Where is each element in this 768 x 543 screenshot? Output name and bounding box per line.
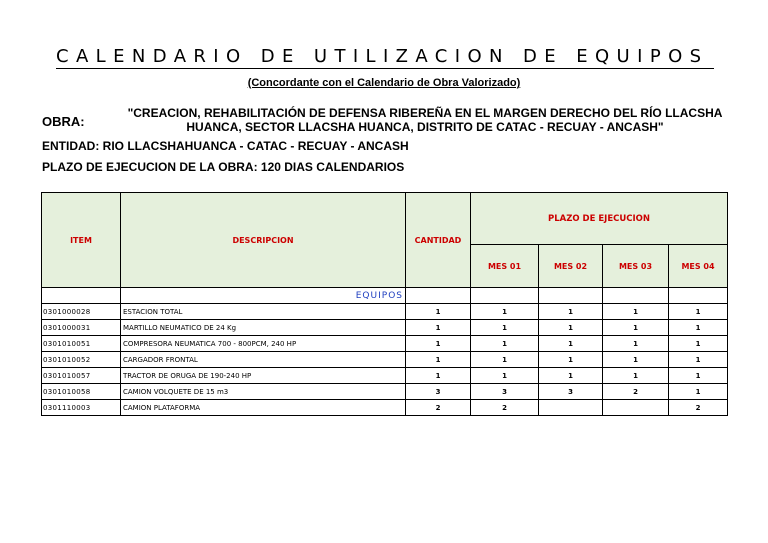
obra-line-1: "CREACION, REHABILITACIÓN DE DEFENSA RIBEREÑA EN EL MARGEN DERECHO DEL RÍO LLACSHA xyxy=(127,106,723,120)
item-description: ESTACION TOTAL xyxy=(121,304,406,320)
item-quantity: 1 xyxy=(406,320,471,336)
mes-03-value xyxy=(603,400,669,416)
item-description: CAMION VOLQUETE DE 15 m3 xyxy=(121,384,406,400)
header-mes-04: MES 04 xyxy=(669,245,728,288)
plazo-line: PLAZO DE EJECUCION DE LA OBRA: 120 DIAS CALENDARIOS xyxy=(42,160,405,174)
table-row xyxy=(42,304,728,320)
item-code: 0301010051 xyxy=(42,336,121,352)
item-quantity: 1 xyxy=(406,368,471,384)
item-code: 0301010057 xyxy=(42,368,121,384)
document-title: CALENDARIO DE UTILIZACION DE EQUIPOS xyxy=(56,46,714,69)
header-mes-02: MES 02 xyxy=(539,245,603,288)
table-row xyxy=(42,352,728,368)
mes-04-value: 2 xyxy=(669,400,728,416)
mes-02-value: 1 xyxy=(539,368,603,384)
mes-03-value: 1 xyxy=(603,320,669,336)
mes-02-value: 1 xyxy=(539,336,603,352)
header-mes-03: MES 03 xyxy=(603,245,669,288)
mes-01-value: 2 xyxy=(471,400,539,416)
item-quantity: 3 xyxy=(406,384,471,400)
mes-03-value: 1 xyxy=(603,368,669,384)
item-code: 0301000031 xyxy=(42,320,121,336)
obra-label: OBRA: xyxy=(42,114,85,129)
mes-01-value: 1 xyxy=(471,352,539,368)
item-quantity: 1 xyxy=(406,336,471,352)
item-code: 0301010052 xyxy=(42,352,121,368)
entidad-line: ENTIDAD: RIO LLACSHAHUANCA - CATAC - RECUAY - ANCASH xyxy=(42,139,409,153)
header-cantidad: CANTIDAD xyxy=(406,193,471,288)
item-quantity: 1 xyxy=(406,352,471,368)
mes-01-value: 1 xyxy=(471,336,539,352)
mes-01-value: 1 xyxy=(471,368,539,384)
header-plazo-ejecucion: PLAZO DE EJECUCION xyxy=(471,193,728,245)
mes-02-value: 1 xyxy=(539,352,603,368)
mes-01-value: 1 xyxy=(471,304,539,320)
header-item: ITEM xyxy=(42,193,121,288)
item-description: COMPRESORA NEUMATICA 700 - 800PCM, 240 HP xyxy=(121,336,406,352)
subtitle-text: (Concordante con el Calendario de Obra Valorizado) xyxy=(247,77,521,89)
mes-04-value: 1 xyxy=(669,368,728,384)
mes-02-value: 3 xyxy=(539,384,603,400)
obra-line-2: HUANCA, SECTOR LLACSHA HUANCA, DISTRITO DE CATAC - RECUAY - ANCASH" xyxy=(186,120,664,134)
mes-04-value: 1 xyxy=(669,336,728,352)
mes-02-value: 1 xyxy=(539,304,603,320)
mes-04-value: 1 xyxy=(669,384,728,400)
item-description: CAMION PLATAFORMA xyxy=(121,400,406,416)
item-description: TRACTOR DE ORUGA DE 190-240 HP xyxy=(121,368,406,384)
mes-02-value xyxy=(539,400,603,416)
mes-01-value: 1 xyxy=(471,320,539,336)
mes-02-value: 1 xyxy=(539,320,603,336)
header-mes-01: MES 01 xyxy=(471,245,539,288)
mes-04-value: 1 xyxy=(669,304,728,320)
mes-04-value: 1 xyxy=(669,320,728,336)
header-descripcion: DESCRIPCION xyxy=(121,193,406,288)
item-description: MARTILLO NEUMATICO DE 24 Kg xyxy=(121,320,406,336)
mes-03-value: 1 xyxy=(603,352,669,368)
item-quantity: 2 xyxy=(406,400,471,416)
item-code: 0301010058 xyxy=(42,384,121,400)
section-row xyxy=(42,288,728,304)
table-row xyxy=(42,320,728,336)
obra-description xyxy=(120,106,730,134)
document-subtitle xyxy=(0,76,768,90)
table-row xyxy=(42,336,728,352)
item-code: 0301000028 xyxy=(42,304,121,320)
table-row xyxy=(42,384,728,400)
equipment-schedule-table xyxy=(41,192,728,416)
mes-04-value: 1 xyxy=(669,352,728,368)
mes-01-value: 3 xyxy=(471,384,539,400)
table-row xyxy=(42,400,728,416)
item-code: 0301110003 xyxy=(42,400,121,416)
mes-03-value: 1 xyxy=(603,336,669,352)
item-quantity: 1 xyxy=(406,304,471,320)
mes-03-value: 1 xyxy=(603,304,669,320)
item-description: CARGADOR FRONTAL xyxy=(121,352,406,368)
section-label-equipos: EQUIPOS xyxy=(121,288,406,304)
table-row xyxy=(42,368,728,384)
mes-03-value: 2 xyxy=(603,384,669,400)
